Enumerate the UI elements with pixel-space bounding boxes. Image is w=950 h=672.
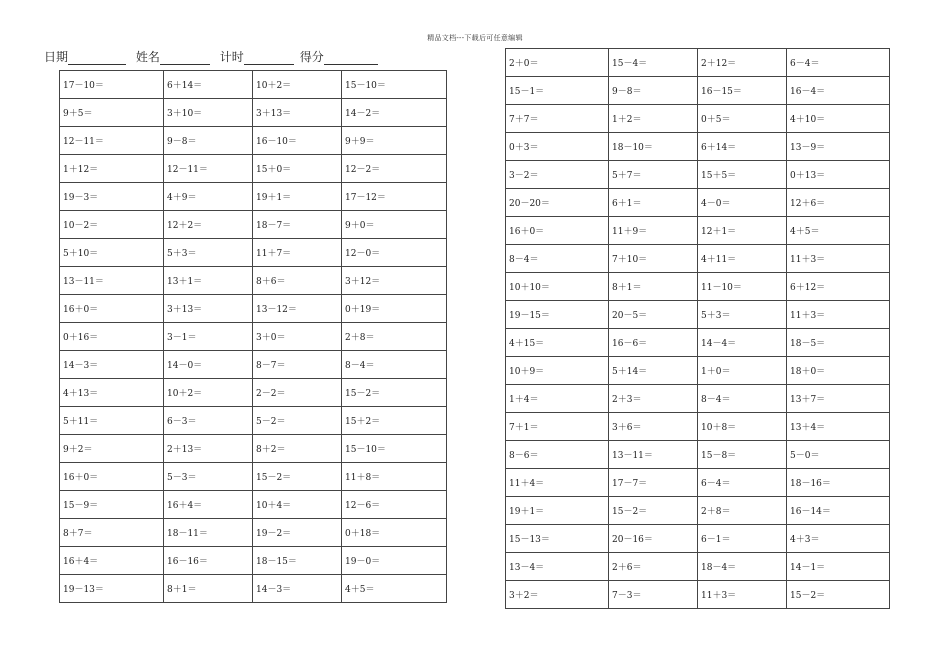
problem-cell: 16＋4＝ (60, 547, 164, 575)
problem-cell: 3－2＝ (506, 161, 609, 189)
problem-cell: 18－4＝ (698, 553, 787, 581)
table-row (60, 71, 447, 99)
problem-cell: 3＋0＝ (253, 323, 342, 351)
problem-cell: 7－3＝ (609, 581, 698, 609)
table-row (60, 183, 447, 211)
problem-cell: 9＋5＝ (60, 99, 164, 127)
problem-cell: 12＋1＝ (698, 217, 787, 245)
time-label: 计时 (219, 50, 244, 64)
problem-cell: 14－3＝ (60, 351, 164, 379)
table-row (60, 575, 447, 603)
problem-cell: 15＋0＝ (253, 155, 342, 183)
problem-cell: 15＋5＝ (698, 161, 787, 189)
problem-cell: 5－2＝ (253, 407, 342, 435)
date-label: 日期 (44, 50, 69, 64)
problem-cell: 5－3＝ (164, 463, 253, 491)
problem-cell: 4＋15＝ (506, 329, 609, 357)
problem-cell: 11＋9＝ (609, 217, 698, 245)
problem-cell: 6＋1＝ (609, 189, 698, 217)
problem-cell: 16－10＝ (253, 127, 342, 155)
student-info-header (44, 48, 384, 65)
problem-cell: 12＋6＝ (787, 189, 890, 217)
table-row (506, 77, 890, 105)
problem-cell: 5＋3＝ (698, 301, 787, 329)
problem-cell: 15－4＝ (609, 49, 698, 77)
problem-cell: 6－4＝ (698, 469, 787, 497)
problem-cell: 16＋4＝ (164, 491, 253, 519)
problem-cell: 18－5＝ (787, 329, 890, 357)
problem-cell: 2＋12＝ (698, 49, 787, 77)
problem-cell: 15－10＝ (342, 435, 447, 463)
problem-cell: 6－3＝ (164, 407, 253, 435)
table-row (506, 581, 890, 609)
problem-cell: 13－11＝ (60, 267, 164, 295)
problem-cell: 13＋1＝ (164, 267, 253, 295)
problem-cell: 11＋4＝ (506, 469, 609, 497)
problem-cell: 12－11＝ (60, 127, 164, 155)
table-row (506, 413, 890, 441)
table-row (506, 441, 890, 469)
problem-cell: 14－3＝ (253, 575, 342, 603)
problem-cell: 7＋10＝ (609, 245, 698, 273)
problem-cell: 13＋7＝ (787, 385, 890, 413)
problem-cell: 10＋2＝ (164, 379, 253, 407)
table-row (60, 99, 447, 127)
problem-cell: 15－8＝ (698, 441, 787, 469)
problem-cell: 18＋0＝ (787, 357, 890, 385)
problem-cell: 10－2＝ (60, 211, 164, 239)
problem-cell: 12－2＝ (342, 155, 447, 183)
problem-cell: 15－9＝ (60, 491, 164, 519)
problem-cell: 14－2＝ (342, 99, 447, 127)
problem-cell: 8＋1＝ (164, 575, 253, 603)
table-row (506, 385, 890, 413)
table-row (506, 245, 890, 273)
problem-cell: 8－4＝ (342, 351, 447, 379)
problem-cell: 4＋9＝ (164, 183, 253, 211)
problem-cell: 5＋14＝ (609, 357, 698, 385)
problem-cell: 4＋3＝ (787, 525, 890, 553)
problem-cell: 8＋2＝ (253, 435, 342, 463)
time-field[interactable] (244, 51, 294, 65)
problem-cell: 0＋13＝ (787, 161, 890, 189)
problem-cell: 4＋5＝ (787, 217, 890, 245)
problem-cell: 8－6＝ (506, 441, 609, 469)
problem-cell: 0＋16＝ (60, 323, 164, 351)
problem-cell: 15－2＝ (609, 497, 698, 525)
problem-cell: 0＋3＝ (506, 133, 609, 161)
problem-cell: 11＋3＝ (787, 245, 890, 273)
table-row (506, 329, 890, 357)
problem-cell: 0＋5＝ (698, 105, 787, 133)
problem-cell: 1＋2＝ (609, 105, 698, 133)
problem-cell: 3＋12＝ (342, 267, 447, 295)
table-row (60, 491, 447, 519)
table-row (506, 553, 890, 581)
problem-cell: 9＋9＝ (342, 127, 447, 155)
problem-cell: 9＋2＝ (60, 435, 164, 463)
problem-cell: 3＋13＝ (253, 99, 342, 127)
problem-cell: 4＋10＝ (787, 105, 890, 133)
problem-cell: 15－2＝ (787, 581, 890, 609)
problem-cell: 3＋2＝ (506, 581, 609, 609)
problem-cell: 17－7＝ (609, 469, 698, 497)
problem-cell: 19＋1＝ (253, 183, 342, 211)
problem-cell: 18－15＝ (253, 547, 342, 575)
problem-cell: 2＋8＝ (342, 323, 447, 351)
problem-cell: 2＋13＝ (164, 435, 253, 463)
problem-cell: 8－4＝ (506, 245, 609, 273)
table-row (506, 497, 890, 525)
problem-cell: 14－4＝ (698, 329, 787, 357)
table-row (60, 295, 447, 323)
problem-cell: 10＋4＝ (253, 491, 342, 519)
problem-cell: 18－10＝ (609, 133, 698, 161)
table-row (60, 211, 447, 239)
problem-cell: 8＋1＝ (609, 273, 698, 301)
left-arithmetic-table (59, 70, 447, 603)
score-field[interactable] (324, 51, 378, 65)
problem-cell: 19＋1＝ (506, 497, 609, 525)
problem-cell: 15－2＝ (342, 379, 447, 407)
problem-cell: 10＋8＝ (698, 413, 787, 441)
problem-cell: 8＋6＝ (253, 267, 342, 295)
problem-cell: 12＋2＝ (164, 211, 253, 239)
problem-cell: 8＋7＝ (60, 519, 164, 547)
problem-cell: 2＋8＝ (698, 497, 787, 525)
problem-cell: 5－0＝ (787, 441, 890, 469)
problem-cell: 3＋13＝ (164, 295, 253, 323)
problem-cell: 16－6＝ (609, 329, 698, 357)
table-row (506, 301, 890, 329)
problem-cell: 3＋10＝ (164, 99, 253, 127)
problem-cell: 20－16＝ (609, 525, 698, 553)
right-arithmetic-table (505, 48, 890, 609)
problem-cell: 9＋0＝ (342, 211, 447, 239)
problem-cell: 11＋7＝ (253, 239, 342, 267)
table-row (60, 407, 447, 435)
problem-cell: 13－11＝ (609, 441, 698, 469)
problem-cell: 18－7＝ (253, 211, 342, 239)
problem-cell: 20－20＝ (506, 189, 609, 217)
problem-cell: 3＋6＝ (609, 413, 698, 441)
table-row (506, 273, 890, 301)
problem-cell: 2＋3＝ (609, 385, 698, 413)
problem-cell: 19－2＝ (253, 519, 342, 547)
problem-cell: 4＋5＝ (342, 575, 447, 603)
problem-cell: 3－1＝ (164, 323, 253, 351)
problem-cell: 15－2＝ (253, 463, 342, 491)
problem-cell: 11＋8＝ (342, 463, 447, 491)
problem-cell: 15－13＝ (506, 525, 609, 553)
table-row (60, 239, 447, 267)
problem-cell: 11＋3＝ (787, 301, 890, 329)
page-watermark: 精品文档---下载后可任意编辑 (427, 34, 523, 42)
problem-cell: 11－10＝ (698, 273, 787, 301)
problem-cell: 19－3＝ (60, 183, 164, 211)
problem-cell: 10＋9＝ (506, 357, 609, 385)
problem-cell: 2－2＝ (253, 379, 342, 407)
table-row (60, 323, 447, 351)
problem-cell: 4＋13＝ (60, 379, 164, 407)
problem-cell: 5＋3＝ (164, 239, 253, 267)
table-row (60, 379, 447, 407)
problem-cell: 6＋14＝ (698, 133, 787, 161)
table-row (60, 435, 447, 463)
problem-cell: 12－0＝ (342, 239, 447, 267)
problem-cell: 0＋19＝ (342, 295, 447, 323)
problem-cell: 15－10＝ (342, 71, 447, 99)
problem-cell: 6＋12＝ (787, 273, 890, 301)
problem-cell: 17－12＝ (342, 183, 447, 211)
problem-cell: 1＋0＝ (698, 357, 787, 385)
problem-cell: 10＋2＝ (253, 71, 342, 99)
problem-cell: 7＋7＝ (506, 105, 609, 133)
table-row (506, 105, 890, 133)
problem-cell: 13＋4＝ (787, 413, 890, 441)
problem-cell: 7＋1＝ (506, 413, 609, 441)
problem-cell: 8－7＝ (253, 351, 342, 379)
problem-cell: 20－5＝ (609, 301, 698, 329)
problem-cell: 16＋0＝ (506, 217, 609, 245)
problem-cell: 12－11＝ (164, 155, 253, 183)
problem-cell: 5＋11＝ (60, 407, 164, 435)
problem-cell: 16－14＝ (787, 497, 890, 525)
date-field[interactable] (68, 51, 126, 65)
problem-cell: 11＋3＝ (698, 581, 787, 609)
name-label: 姓名 (135, 50, 160, 64)
problem-cell: 0＋18＝ (342, 519, 447, 547)
problem-cell: 4－0＝ (698, 189, 787, 217)
problem-cell: 15＋2＝ (342, 407, 447, 435)
table-row (506, 357, 890, 385)
problem-cell: 6＋14＝ (164, 71, 253, 99)
table-row (60, 267, 447, 295)
problem-cell: 16－16＝ (164, 547, 253, 575)
problem-cell: 13－12＝ (253, 295, 342, 323)
table-row (60, 127, 447, 155)
table-row (60, 547, 447, 575)
problem-cell: 17－10＝ (60, 71, 164, 99)
table-row (60, 463, 447, 491)
problem-cell: 12－6＝ (342, 491, 447, 519)
table-row (60, 155, 447, 183)
table-row (60, 351, 447, 379)
problem-cell: 19－0＝ (342, 547, 447, 575)
problem-cell: 1＋12＝ (60, 155, 164, 183)
table-row (506, 161, 890, 189)
problem-cell: 9－8＝ (609, 77, 698, 105)
problem-cell: 16＋0＝ (60, 295, 164, 323)
problem-cell: 16＋0＝ (60, 463, 164, 491)
problem-cell: 2＋6＝ (609, 553, 698, 581)
table-row (506, 217, 890, 245)
problem-cell: 19－15＝ (506, 301, 609, 329)
problem-cell: 13－9＝ (787, 133, 890, 161)
table-row (506, 469, 890, 497)
problem-cell: 5＋10＝ (60, 239, 164, 267)
table-row (60, 519, 447, 547)
table-row (506, 525, 890, 553)
score-label: 得分 (299, 50, 324, 64)
table-row (506, 49, 890, 77)
problem-cell: 6－4＝ (787, 49, 890, 77)
problem-cell: 10＋10＝ (506, 273, 609, 301)
problem-cell: 18－11＝ (164, 519, 253, 547)
name-field[interactable] (160, 51, 210, 65)
problem-cell: 5＋7＝ (609, 161, 698, 189)
problem-cell: 6－1＝ (698, 525, 787, 553)
problem-cell: 9－8＝ (164, 127, 253, 155)
problem-cell: 2＋0＝ (506, 49, 609, 77)
problem-cell: 8－4＝ (698, 385, 787, 413)
problem-cell: 14－0＝ (164, 351, 253, 379)
problem-cell: 13－4＝ (506, 553, 609, 581)
problem-cell: 1＋4＝ (506, 385, 609, 413)
problem-cell: 14－1＝ (787, 553, 890, 581)
table-row (506, 133, 890, 161)
problem-cell: 18－16＝ (787, 469, 890, 497)
problem-cell: 16－15＝ (698, 77, 787, 105)
problem-cell: 4＋11＝ (698, 245, 787, 273)
problem-cell: 19－13＝ (60, 575, 164, 603)
problem-cell: 15－1＝ (506, 77, 609, 105)
problem-cell: 16－4＝ (787, 77, 890, 105)
table-row (506, 189, 890, 217)
